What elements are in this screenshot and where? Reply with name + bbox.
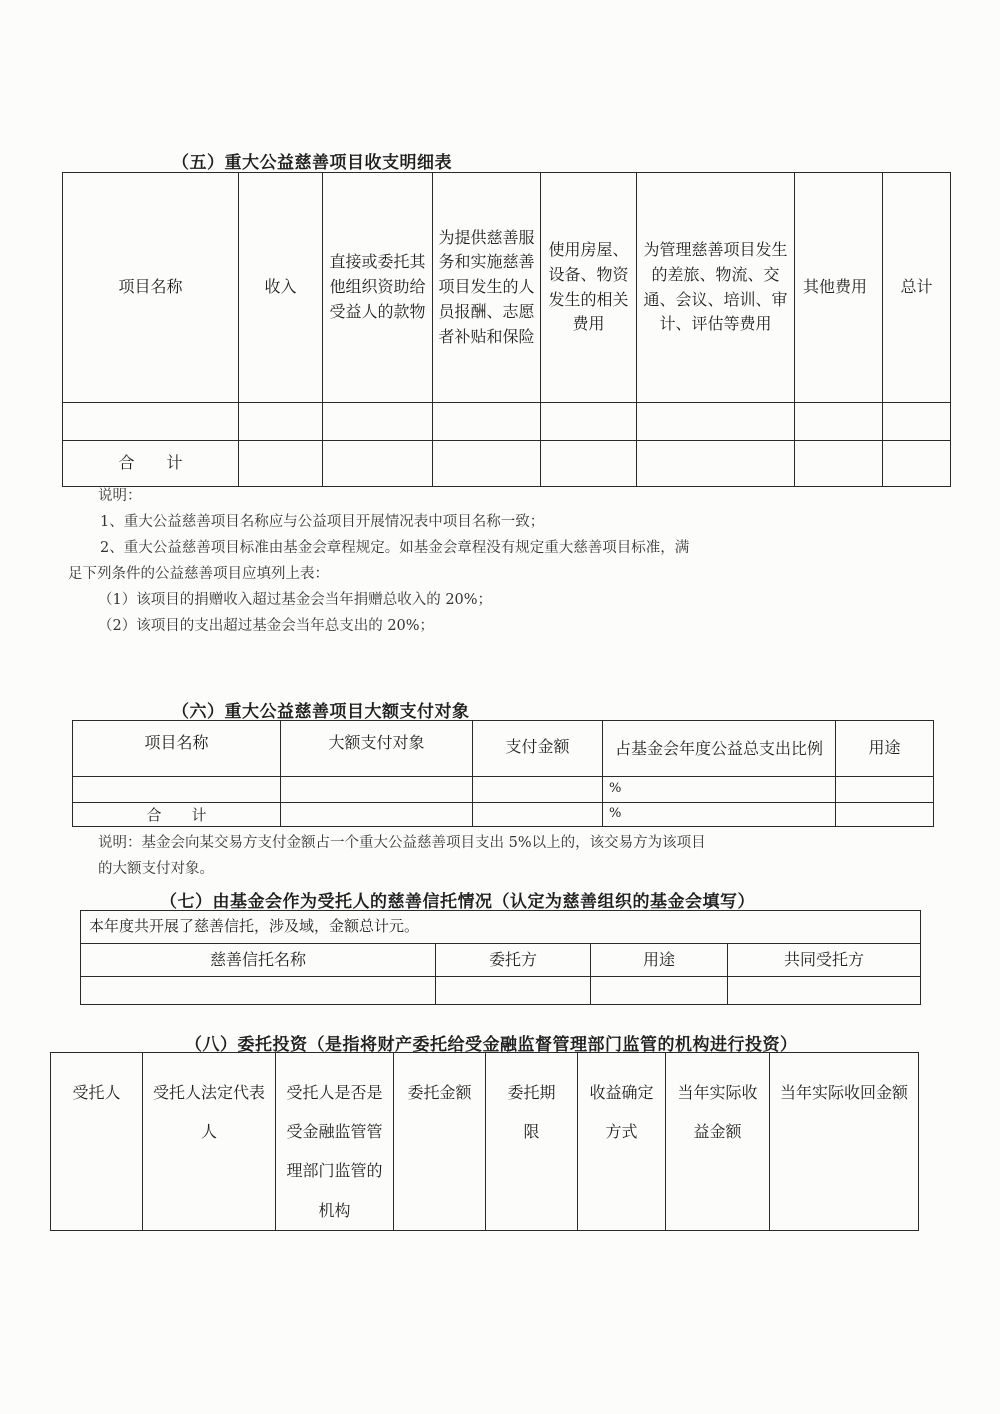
note-line: 足下列条件的公益慈善项目应填列上表：: [68, 566, 329, 583]
cell[interactable]: [795, 403, 883, 441]
cell[interactable]: [637, 403, 795, 441]
cell[interactable]: [63, 403, 239, 441]
cell[interactable]: [281, 777, 473, 803]
cell[interactable]: [73, 777, 281, 803]
cell[interactable]: [239, 441, 323, 487]
note-line: （1）该项目的捐赠收入超过基金会当年捐赠总收入的 20%；: [98, 592, 493, 609]
s7-header-settlor: 委托方: [436, 944, 591, 977]
cell[interactable]: [323, 441, 433, 487]
s6-header-payee: 大额支付对象: [281, 721, 473, 777]
total-row: [63, 441, 951, 487]
section7-title: （七）由基金会作为受托人的慈善信托情况（认定为慈善组织的基金会填写）: [160, 892, 755, 912]
s8-header-income-method: 收益确定方式: [578, 1053, 666, 1231]
s5-header-other: 其他费用: [795, 173, 883, 403]
section6-title: （六）重大公益慈善项目大额支付对象: [172, 702, 470, 722]
total-row: [73, 803, 934, 827]
percent-cell[interactable]: %: [603, 777, 836, 803]
section5-notes: [68, 483, 690, 640]
section6-notes: [98, 830, 706, 882]
s6-header-ratio: 占基金会年度公益总支出比例: [603, 721, 836, 777]
trust-summary: 本年度共开展了慈善信托，涉及域，金额总计元。: [81, 911, 921, 944]
cell[interactable]: [795, 441, 883, 487]
s7-header-purpose: 用途: [591, 944, 728, 977]
cell[interactable]: [473, 803, 603, 827]
s5-header-facility: 使用房屋、设备、物资发生的相关费用: [541, 173, 637, 403]
note-line: 说明：: [98, 488, 142, 504]
section7-table: [80, 910, 921, 1005]
table-row: [73, 777, 934, 803]
cell[interactable]: [239, 403, 323, 441]
section5-table: [62, 172, 951, 487]
s5-header-admin: 为管理慈善项目发生的差旅、物流、交通、会议、培训、审计、评估等费用: [637, 173, 795, 403]
s5-header-total: 总计: [883, 173, 951, 403]
cell[interactable]: [323, 403, 433, 441]
cell[interactable]: [883, 403, 951, 441]
s5-total-label: 合 计: [63, 441, 239, 487]
cell[interactable]: [473, 777, 603, 803]
cell[interactable]: [281, 803, 473, 827]
cell[interactable]: [883, 441, 951, 487]
cell[interactable]: [836, 803, 934, 827]
table-row: [81, 977, 921, 1005]
s5-header-personnel: 为提供慈善服务和实施慈善项目发生的人员报酬、志愿者补贴和保险: [433, 173, 541, 403]
note-line: 2、重大公益慈善项目标准由基金会章程规定。如基金会章程没有规定重大慈善项目标准，满: [100, 540, 690, 557]
cell[interactable]: [541, 403, 637, 441]
s5-header-project-name: 项目名称: [63, 173, 239, 403]
s5-header-grants: 直接或委托其他组织资助给受益人的款物: [323, 173, 433, 403]
note-line: 的大额支付对象。: [98, 861, 214, 878]
note-line: 1、重大公益慈善项目名称应与公益项目开展情况表中项目名称一致；: [100, 514, 545, 531]
s8-header-amount: 委托金额: [394, 1053, 486, 1231]
cell[interactable]: [81, 977, 436, 1005]
cell[interactable]: [728, 977, 921, 1005]
cell[interactable]: [591, 977, 728, 1005]
s8-header-regulated: 受托人是否是受金融监管管理部门监管的机构: [276, 1053, 394, 1231]
cell[interactable]: [433, 441, 541, 487]
cell[interactable]: [436, 977, 591, 1005]
s7-header-co-trustee: 共同受托方: [728, 944, 921, 977]
cell[interactable]: [637, 441, 795, 487]
section8-title: （八）委托投资（是指将财产委托给受金融监督管理部门监管的机构进行投资）: [185, 1035, 798, 1055]
s5-header-income: 收入: [239, 173, 323, 403]
table-row: [63, 403, 951, 441]
s8-header-term: 委托期限: [486, 1053, 578, 1231]
section8-table: [50, 1052, 919, 1231]
s6-header-project-name: 项目名称: [73, 721, 281, 777]
s6-total-label: 合 计: [73, 803, 281, 827]
section6-table: [72, 720, 934, 827]
s6-header-purpose: 用途: [836, 721, 934, 777]
note-line: 说明：基金会向某交易方支付金额占一个重大公益慈善项目支出 5%以上的，该交易方为该项目: [98, 835, 706, 851]
s8-header-legal-rep: 受托人法定代表人: [143, 1053, 276, 1231]
s8-header-trustee: 受托人: [51, 1053, 143, 1231]
note-line: （2）该项目的支出超过基金会当年总支出的 20%；: [98, 618, 435, 635]
s7-header-trust-name: 慈善信托名称: [81, 944, 436, 977]
section5-title: （五）重大公益慈善项目收支明细表: [172, 153, 452, 173]
cell[interactable]: [541, 441, 637, 487]
s8-header-actual-recovered: 当年实际收回金额: [770, 1053, 919, 1231]
cell[interactable]: [433, 403, 541, 441]
s8-header-actual-income: 当年实际收益金额: [666, 1053, 770, 1231]
s6-header-amount: 支付金额: [473, 721, 603, 777]
percent-cell[interactable]: %: [603, 803, 836, 827]
cell[interactable]: [836, 777, 934, 803]
